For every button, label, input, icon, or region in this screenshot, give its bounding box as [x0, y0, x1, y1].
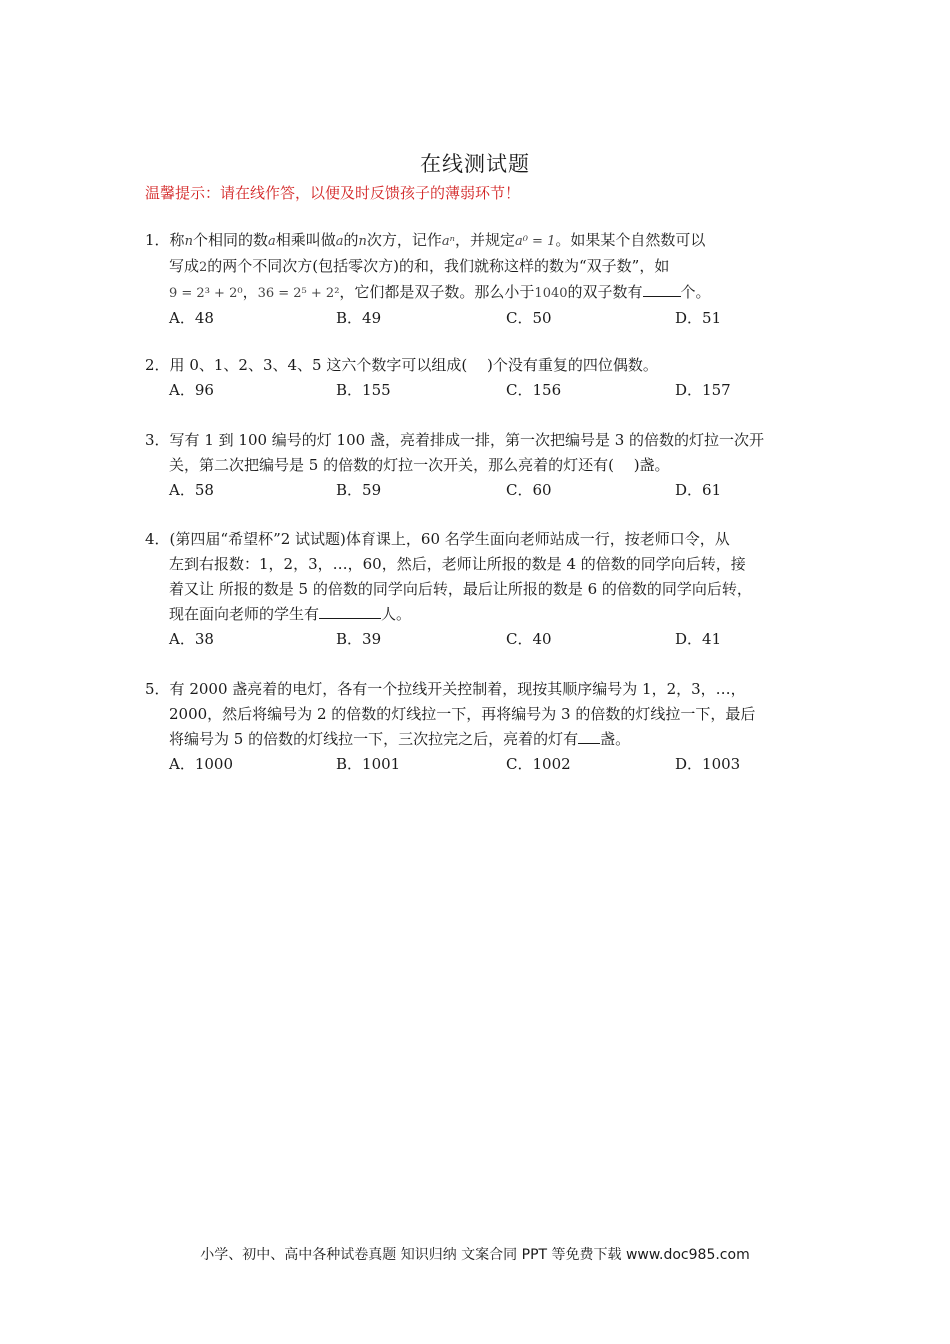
text: 称	[169, 231, 185, 249]
math-a0: a⁰ = 1	[514, 234, 556, 249]
option-b[interactable]: B．155	[336, 381, 391, 399]
option-d[interactable]: D．157	[675, 381, 731, 399]
answer-blank[interactable]	[578, 728, 600, 744]
text: 盏。	[600, 730, 631, 748]
question-line	[145, 552, 805, 577]
text: ，	[242, 283, 258, 301]
text: (第四届“希望杯”2 试试题)体育课上，60 名学生面向老师站成一行，按老师口令，从	[169, 530, 730, 548]
text: 相乘叫做	[275, 231, 336, 249]
text: 2000，然后将编号为 2 的倍数的灯线拉一下，再将编号为 3 的倍数的灯线拉一下，最后	[169, 705, 756, 723]
option-a[interactable]: A．38	[169, 630, 214, 648]
option-c[interactable]: C．60	[506, 481, 552, 499]
question-2	[145, 353, 805, 403]
question-line	[145, 428, 805, 453]
question-3	[145, 428, 805, 503]
question-line	[145, 228, 805, 254]
page-title: 在线测试题	[420, 152, 530, 176]
option-c[interactable]: C．156	[506, 381, 562, 399]
text: 次方，记作	[366, 231, 442, 249]
question-number: 5．	[145, 680, 170, 698]
option-c[interactable]: C．50	[506, 309, 552, 327]
math-1040: 1040	[534, 286, 568, 301]
text: 人。	[381, 605, 412, 623]
option-a[interactable]: A．1000	[169, 755, 234, 773]
option-d[interactable]: D．61	[675, 481, 722, 499]
question-line	[145, 280, 805, 306]
option-b[interactable]: B．39	[336, 630, 382, 648]
text: 写成	[169, 257, 200, 275]
math-a-power-n: aⁿ	[441, 234, 455, 249]
text: 用 0、1、2、3、4、5 这六个数字可以组成( )个没有重复的四位偶数。	[169, 356, 658, 374]
option-d[interactable]: D．1003	[675, 755, 741, 773]
text: 个。	[680, 283, 711, 301]
text: ，它们都是双子数。那么小于	[339, 283, 535, 301]
question-line	[145, 453, 805, 478]
option-b[interactable]: B．49	[336, 309, 382, 327]
options	[145, 627, 805, 652]
text: 。如果某个自然数可以	[555, 231, 706, 249]
text: 着又让 所报的数是 5 的倍数的同学向后转，最后让所报的数是 6 的倍数的同学向后转，	[169, 580, 752, 598]
option-c[interactable]: C．1002	[506, 755, 571, 773]
question-line	[145, 727, 805, 752]
text: 左到右报数：1，2，3，…，60，然后，老师让所报的数是 4 的倍数的同学向后转，接	[169, 555, 746, 573]
option-c[interactable]: C．40	[506, 630, 552, 648]
question-line	[145, 702, 805, 727]
question-line	[145, 577, 805, 602]
text: 的双子数有	[567, 283, 643, 301]
question-line	[145, 353, 805, 378]
options	[145, 378, 805, 403]
text: 有 2000 盏亮着的电灯，各有一个拉线开关控制着，现按其顺序编号为 1，2，3，…，	[169, 680, 746, 698]
text: 现在面向老师的学生有	[169, 605, 320, 623]
text: 的	[343, 231, 359, 249]
option-b[interactable]: B．1001	[336, 755, 401, 773]
text: 关，第二次把编号是 5 的倍数的灯拉一次开关，那么亮着的灯还有( )盏。	[169, 456, 670, 474]
math-n: n	[358, 234, 367, 249]
answer-blank[interactable]	[319, 603, 381, 619]
text: ，并规定	[454, 231, 515, 249]
question-1	[145, 228, 805, 331]
math-example-36: 36 = 2⁵ + 2²	[257, 286, 340, 301]
option-d[interactable]: D．51	[675, 309, 722, 327]
question-number: 4．	[145, 530, 170, 548]
question-line	[145, 677, 805, 702]
options	[145, 752, 805, 777]
question-5	[145, 677, 805, 777]
question-number: 2．	[145, 356, 170, 374]
math-n: n	[184, 234, 193, 249]
answer-blank[interactable]	[643, 281, 681, 297]
option-d[interactable]: D．41	[675, 630, 722, 648]
option-b[interactable]: B．59	[336, 481, 382, 499]
text: 将编号为 5 的倍数的灯线拉一下，三次拉完之后，亮着的灯有	[169, 730, 579, 748]
text: 个相同的数	[192, 231, 268, 249]
footer-text: 小学、初中、高中各种试卷真题 知识归纳 文案合同 PPT 等免费下载 www.doc985.com	[200, 1247, 750, 1263]
options	[145, 478, 805, 503]
tip-text: 温馨提示：请在线作答，以便及时反馈孩子的薄弱环节！	[145, 184, 521, 202]
question-number: 3．	[145, 431, 170, 449]
option-a[interactable]: A．58	[169, 481, 214, 499]
option-a[interactable]: A．48	[169, 309, 214, 327]
question-line	[145, 527, 805, 552]
math-a: a	[335, 234, 344, 249]
question-4	[145, 527, 805, 652]
math-example-9: 9 = 2³ + 2⁰	[169, 286, 243, 301]
options	[145, 306, 805, 331]
question-line	[145, 602, 805, 627]
question-number: 1．	[145, 231, 170, 249]
text: 写有 1 到 100 编号的灯 100 盏，亮着排成一排，第一次把编号是 3 的倍数的灯拉一次开	[169, 431, 765, 449]
math-2: 2	[199, 260, 208, 275]
math-a: a	[267, 234, 276, 249]
option-a[interactable]: A．96	[169, 381, 214, 399]
text: 的两个不同次方(包括零次方)的和，我们就称这样的数为“双子数”，如	[207, 257, 670, 275]
question-line	[145, 254, 805, 280]
